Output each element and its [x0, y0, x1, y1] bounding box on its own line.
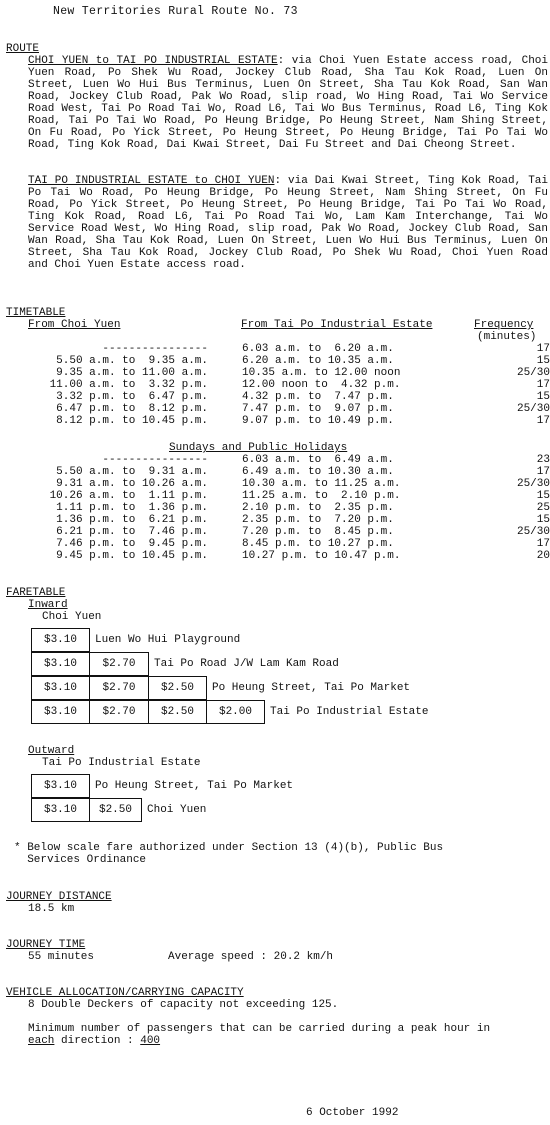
timetable-col-choi-yuen: From Choi Yuen: [28, 319, 121, 331]
fare-cell: $2.50: [89, 798, 142, 822]
from-tai-po-cell: 2.10 p.m. to 2.35 p.m.: [242, 502, 394, 514]
frequency-cell: 25: [536, 502, 550, 514]
route-outbound-text: : via Choi Yuen Estate access road, Choi Yuen Road, Po Shek Wu Road, Jockey Club Road, Sha Tau Kok Road, Luen On Street, Luen Wo Hui Bus Terminus, Luen On Street, Sha Tau Kok Road, San Wan Road, Jockey Club Road, Pak Wo Road, slip road, Wo Hing Road, Tai Wo Service Road West, Tai Po Road Tai Wo, Road L6, Tai Wo Bus Terminus, Road L6, Ting Kok Road, Tai Po Tai Wo Road, Po Heung Bridge, Po Heung Street, Nam Shing Street, On Fu Road, Po Yick Street, Po Heung Street, Po Heung Bridge, Tai Po Tai Wo Road, Ting Kok Road, Dai Kwai Street, Dai Fu Street and Dai Cheong Street.: [28, 55, 549, 151]
document-title: New Territories Rural Route No. 73: [53, 5, 298, 18]
timetable-row: [28, 454, 548, 466]
timetable-row: [28, 415, 548, 427]
frequency-cell: 15: [536, 514, 550, 526]
timetable-row: [28, 466, 548, 478]
fare-stop-name: Luen Wo Hui Playground: [95, 634, 241, 646]
each-word: each: [28, 1035, 55, 1047]
timetable-row: [28, 478, 548, 490]
peak-hour-capacity-line: Minimum number of passengers that can be carried during a peak hour in: [28, 1023, 491, 1035]
fare-cell: $3.10: [31, 700, 90, 724]
document-date: 6 October 1992: [306, 1107, 399, 1119]
frequency-cell: 20: [536, 550, 550, 562]
timetable-col-tai-po: From Tai Po Industrial Estate: [241, 319, 433, 331]
from-tai-po-cell: 7.20 p.m. to 8.45 p.m.: [242, 526, 394, 538]
fare-cell: $3.10: [31, 652, 90, 676]
frequency-cell: 15: [536, 490, 550, 502]
from-tai-po-cell: 8.45 p.m. to 10.27 p.m.: [242, 538, 394, 550]
from-tai-po-cell: 6.03 a.m. to 6.20 a.m.: [242, 343, 394, 355]
from-choi-yuen-cell: 7.46 p.m. to 9.45 p.m.: [56, 538, 208, 550]
fare-cell: $3.10: [31, 798, 90, 822]
from-tai-po-cell: 12.00 noon to 4.32 p.m.: [242, 379, 401, 391]
from-tai-po-cell: 10.35 a.m. to 12.00 noon: [242, 367, 401, 379]
from-tai-po-cell: 10.30 a.m. to 11.25 a.m.: [242, 478, 401, 490]
from-tai-po-cell: 2.35 p.m. to 7.20 p.m.: [242, 514, 394, 526]
fare-cell: $3.10: [31, 628, 90, 652]
fare-cell: $3.10: [31, 676, 90, 700]
timetable-col-frequency-unit: (minutes): [477, 331, 537, 343]
frequency-cell: 17: [536, 466, 550, 478]
faretable-inward-label: Inward: [28, 599, 68, 611]
from-tai-po-cell: 4.32 p.m. to 7.47 p.m.: [242, 391, 394, 403]
fare-stop-name: Po Heung Street, Tai Po Market: [212, 682, 411, 694]
capacity-number: 400: [140, 1035, 161, 1047]
fare-stop-name: Tai Po Road J/W Lam Kam Road: [154, 658, 339, 670]
fare-cell: $2.70: [89, 676, 149, 700]
from-choi-yuen-cell: 3.32 p.m. to 6.47 p.m.: [56, 391, 208, 403]
timetable-row: [28, 514, 548, 526]
from-tai-po-cell: 11.25 a.m. to 2.10 p.m.: [242, 490, 401, 502]
fare-stop-name: Choi Yuen: [147, 804, 207, 816]
journey-time-heading: JOURNEY TIME: [6, 939, 86, 951]
frequency-cell: 25/30: [516, 403, 550, 415]
from-tai-po-cell: 7.47 p.m. to 9.07 p.m.: [242, 403, 394, 415]
from-choi-yuen-cell: 10.26 a.m. to 1.11 p.m.: [49, 490, 208, 502]
timetable-row: [28, 526, 548, 538]
vehicle-allocation: 8 Double Deckers of capacity not exceeding 125.: [28, 999, 339, 1011]
frequency-cell: 25/30: [516, 478, 550, 490]
from-choi-yuen-cell: 9.31 a.m. to 10.26 a.m.: [56, 478, 208, 490]
faretable-inward-origin: Choi Yuen: [42, 611, 102, 623]
timetable-row: [28, 403, 548, 415]
timetable-row: [28, 550, 548, 562]
fare-cell: $2.70: [89, 652, 149, 676]
frequency-cell: 25/30: [516, 526, 550, 538]
fare-footnote: * Below scale fare authorized under Section 13 (4)(b), Public Bus Services Ordinance: [14, 842, 444, 866]
frequency-cell: 17: [536, 343, 550, 355]
timetable-row: [28, 391, 548, 403]
fare-stop-name: Po Heung Street, Tai Po Market: [95, 780, 294, 792]
from-tai-po-cell: 6.49 a.m. to 10.30 a.m.: [242, 466, 394, 478]
timetable-row: [28, 355, 548, 367]
fare-cell: $2.70: [89, 700, 149, 724]
from-choi-yuen-cell: ----------------: [102, 454, 208, 466]
faretable-outward-origin: Tai Po Industrial Estate: [42, 757, 201, 769]
frequency-cell: 17: [536, 379, 550, 391]
fare-cell: $2.00: [206, 700, 265, 724]
direction-text: direction :: [54, 1035, 141, 1047]
from-choi-yuen-cell: 5.50 a.m. to 9.35 a.m.: [56, 355, 208, 367]
route-heading: ROUTE: [6, 43, 40, 55]
route-outbound-label: CHOI YUEN to TAI PO INDUSTRIAL ESTATE: [28, 55, 278, 67]
frequency-cell: 15: [536, 391, 550, 403]
vehicle-heading: VEHICLE ALLOCATION/CARRYING CAPACITY: [6, 987, 244, 999]
faretable-heading: FARETABLE: [6, 587, 66, 599]
from-choi-yuen-cell: 1.11 p.m. to 1.36 p.m.: [56, 502, 208, 514]
timetable-heading: TIMETABLE: [6, 307, 66, 319]
from-choi-yuen-cell: 6.21 p.m. to 7.46 p.m.: [56, 526, 208, 538]
timetable-row: [28, 343, 548, 355]
from-choi-yuen-cell: 6.47 p.m. to 8.12 p.m.: [56, 403, 208, 415]
from-choi-yuen-cell: 5.50 a.m. to 9.31 a.m.: [56, 466, 208, 478]
from-tai-po-cell: 6.03 a.m. to 6.49 a.m.: [242, 454, 394, 466]
from-choi-yuen-cell: 11.00 a.m. to 3.32 p.m.: [49, 379, 208, 391]
from-tai-po-cell: 9.07 p.m. to 10.49 p.m.: [242, 415, 394, 427]
timetable-row: [28, 379, 548, 391]
journey-time-value: 55 minutes: [28, 951, 95, 963]
fare-cell: $2.50: [148, 700, 207, 724]
frequency-cell: 23: [536, 454, 550, 466]
frequency-cell: 15: [536, 355, 550, 367]
frequency-cell: 25/30: [516, 367, 550, 379]
from-choi-yuen-cell: 9.35 a.m. to 11.00 a.m.: [56, 367, 208, 379]
route-inbound: [28, 175, 548, 271]
average-speed: Average speed : 20.2 km/h: [168, 951, 334, 963]
route-inbound-text: : via Dai Kwai Street, Ting Kok Road, Tai Po Tai Wo Road, Po Heung Bridge, Po Heung Street, Nam Shing Street, On Fu Road, Po Yick Street, Po Heung Street, Po Heung Bridge, Tai Po Tai Wo Road, Ting Kok Road, Road L6, Tai Po Road Tai Wo, Lam Kam Interchange, Tai Wo Service Road West, Wo Hing Road, slip road, Pak Wo Road, Jockey Club Road, San Wan Road, Sha Tau Kok Road, Luen On Street, Luen Wo Hui Bus Terminus, Luen On Street, Sha Tau Kok Road, Jockey Club Road, Po Shek Wu Road, Choi Yuen Road and Choi Yuen Estate access road.: [28, 175, 548, 271]
route-inbound-label: TAI PO INDUSTRIAL ESTATE to CHOI YUEN: [28, 175, 275, 187]
from-tai-po-cell: 10.27 p.m. to 10.47 p.m.: [242, 550, 401, 562]
fare-cell: $3.10: [31, 774, 90, 798]
from-choi-yuen-cell: ----------------: [102, 343, 208, 355]
fare-stop-name: Tai Po Industrial Estate: [270, 706, 429, 718]
from-choi-yuen-cell: 8.12 p.m. to 10.45 p.m.: [56, 415, 208, 427]
journey-distance-heading: JOURNEY DISTANCE: [6, 891, 112, 903]
faretable-outward-label: Outward: [28, 745, 75, 757]
timetable-col-frequency: Frequency: [474, 319, 534, 331]
timetable-row: [28, 502, 548, 514]
route-outbound: [28, 55, 548, 151]
sunday-heading: Sundays and Public Holidays: [169, 442, 348, 454]
frequency-cell: 17: [536, 415, 550, 427]
journey-distance-value: 18.5 km: [28, 903, 75, 915]
from-tai-po-cell: 6.20 a.m. to 10.35 a.m.: [242, 355, 394, 367]
from-choi-yuen-cell: 1.36 p.m. to 6.21 p.m.: [56, 514, 208, 526]
peak-hour-capacity-value: [28, 1035, 160, 1047]
timetable-row: [28, 367, 548, 379]
timetable-row: [28, 490, 548, 502]
timetable-row: [28, 538, 548, 550]
from-choi-yuen-cell: 9.45 p.m. to 10.45 p.m.: [56, 550, 208, 562]
frequency-cell: 17: [536, 538, 550, 550]
fare-cell: $2.50: [148, 676, 207, 700]
